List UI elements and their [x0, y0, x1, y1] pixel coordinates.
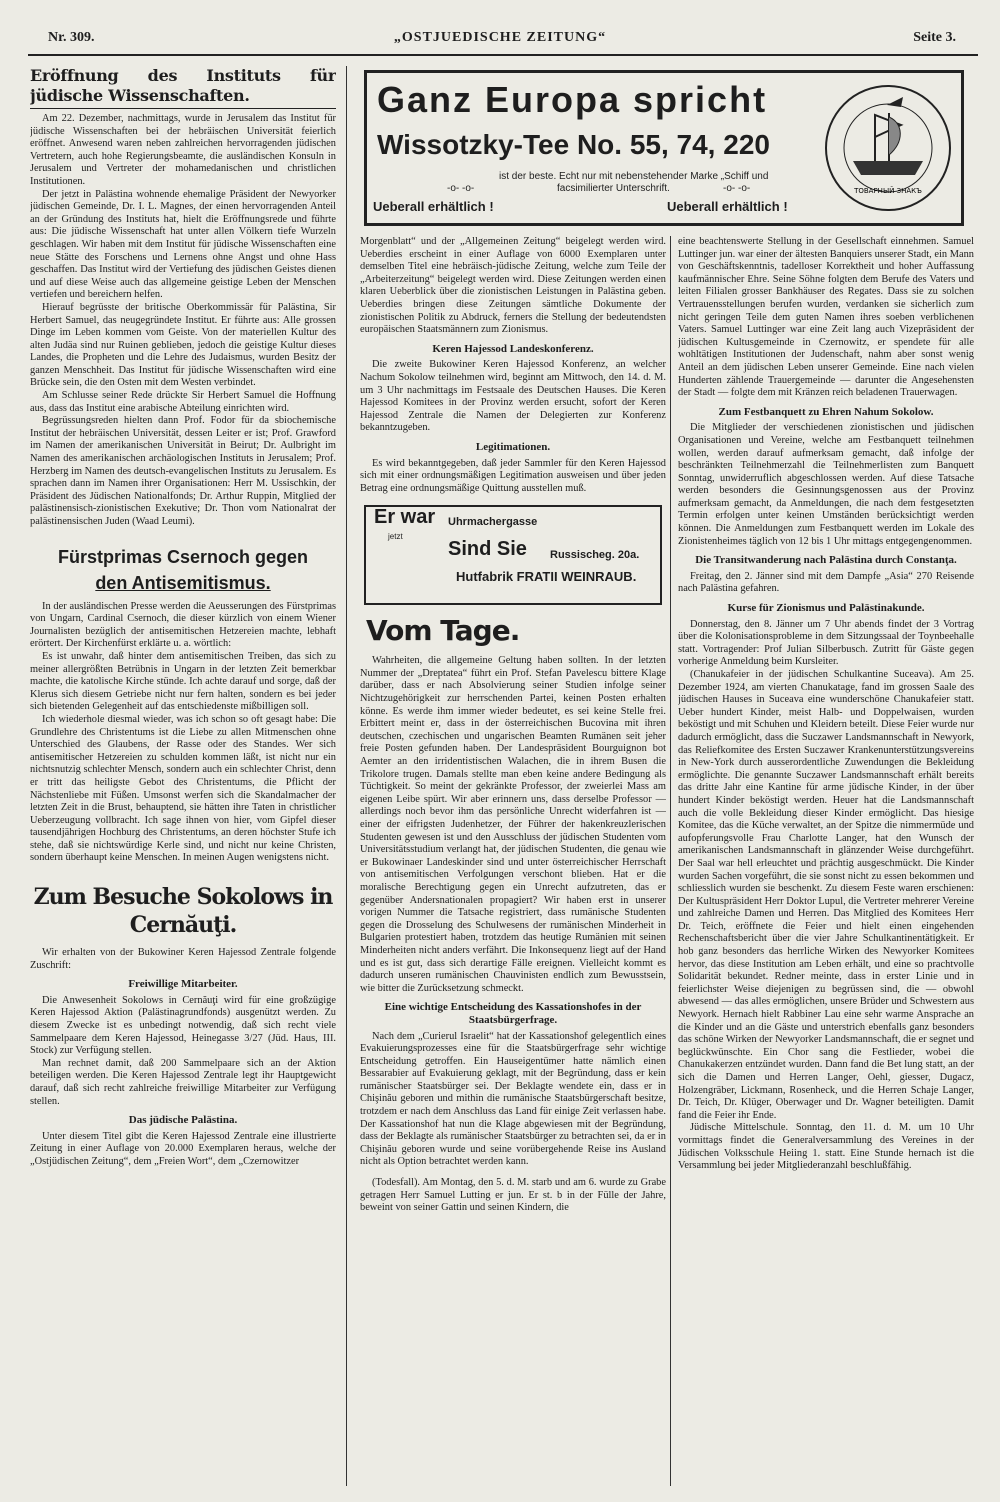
article-paragraph: Wahrheiten, die allgemeine Geltung haben sollten. In der letzten Nummer der „Dreptatea“ führt ein Prof. Stefan Pavelescu bittere Klage darüber, dass er nach Absolvierung seiner Studien infolge seiner Nichtzugehörigkeit zur herrschenden Partei, keinen Posten erhalten könne. Es werde ihm immer wieder bedeutet, es sei keine Stelle frei. Erbittert meint er, dass in der österreichischen Bucovina mit ihren deutschen, czechischen und ungarischen Beamten Rumänen seit jeher freie Posten gefunden haben. Der Landespräsident Bourguignon bot Aemter an den irridentistischen Walachen, die in ihrem Busen die Trikolore trugen. Damals stellte man eben keine andere Bedingung als Tüchtigkeit. So meint der gekränkte Professor, der zweierlei Mass am eigenen Leibe spürt. Wir aber erinnern uns, dass derselbe Professor — allerdings noch bevor ihm das persönliche Unrecht widerfahren ist — einer der eifrigsten Judenhetzer, der Führer der hakenkreuzlerischen Studenten gewesen ist und den Ausschluss der jüdischen Studenten vom Universitätsstudium verlangt hat, der jüdischen Studenten, die genau wie er Bukowinaer Landeskinder sind und unter österreichischer Herrschaft von antisemitischen Verfolgungen verschont blieben. Hat er die moralische Berechtigung gegen ein Unrecht aufzutreten, das er gegenüber Andersnationalen propagiert? Wir haben erst in unserer vorigen Nummer die Tatsache registriert, dass rumänische Studenten gegen die Drosselung des Schulwesens der rumänischen Minderheit in Bulgarien protestiert haben, trotzdem das heutige Rumänien mit seinen Minderheiten nicht anders verfährt. Die Inkonsequenz liegt auf der Hand und es ist gut, dass sich derartige Fälle ereignen. Vielleicht kommt es dadurch unseren rumänischen Chauvinisten endlich zum Bewusstsein, wie bitter die Zurücksetzung schmeckt. [360, 655, 666, 994]
institute-paragraph: Am 22. Dezember, nachmittags, wurde in Jerusalem das Institut für jüdische Wissenschaften bei der hebräischen Universität feierlich eröffnet. Anwesend waren neben zahlreichen hervorragenden jüdischen Vertretern, auch hohe Regierungsbeamte, die ausländischen Konsuln in Jerusalem und Vertreter der mohamedanischen und christlichen Institutionen. [30, 113, 336, 187]
institute-paragraph: Der jetzt in Palästina wohnende ehemalige Präsident der Newyorker jüdischen Gemeinde, Dr. I. L. Magnes, der einen hervorragenden Anteil an der Gründung des Instituts hat, hielt die Eröffnungsrede und führte aus: Die jüdische Wissenschaft hat unter allen Völkern tiefe Wurzeln geschlagen. Wir haben mit dem Institut für jüdische Wissenschaften eine neue Stätte des Forschens und Lernens ohne Angst und ohne Hass geschaffen. Das Institut wird der Vertiefung des jüdischen Geistes dienen und auf diese Weise auch das allgemeine geistige Leben der Menschen vertiefen und bereichern helfen. [30, 188, 336, 301]
ad-text: jetzt [388, 532, 403, 542]
legitimation-subheading: Legitimationen. [475, 440, 551, 453]
palestine-subheading: Das jüdische Palästina. [128, 1114, 238, 1127]
column-divider [346, 66, 347, 1486]
ship-trademark-icon [823, 83, 953, 213]
csernoch-headline-2: den Antisemitismus. [95, 572, 271, 593]
issue-number: Nr. 309. [48, 30, 95, 45]
ad-text: Er war [374, 506, 436, 529]
transit-subheading: Die Transitwanderung nach Palästina durch Constanţa. [695, 554, 957, 567]
article-paragraph: Donnerstag, den 8. Jänner um 7 Uhr abends findet der 3 Vortrag über die Kolonisationsprobleme in dem Sitzungssaal der Toynbeehalle statt. Vortragender: Prof Julian Silberbusch. Zutritt für Gäste gegen vorherige Anmeldung beim Kursleiter. [678, 618, 974, 668]
newspaper-name: „OSTJUEDISCHE ZEITUNG“ [393, 30, 607, 45]
ad-availability-right: Ueberall erhältlich ! [667, 199, 788, 214]
csernoch-headline-1: Fürstprimas Csernoch gegen [57, 546, 309, 567]
page-header [0, 24, 1000, 52]
article-paragraph: Nach dem „Curierul Israelit“ hat der Kassationshof gelegentlich eines Evakuierungsprozesses eine für die Staatsbürgerfrage sehr wichtige Entscheidung getroffen. Ein Hauseigentümer hatte nämlich einen Bessarabier auf Evakuierung geklagt, mit der Begründung, dass er kein rumänischer Staatsbürger sei. Der Beklagte wendete ein, dass er in Chişinău geboren und mithin die rumänische Staatsbürgerschaft besitze, trotzdem er nach dem Anschluss das Land für einige Zeit verlassen habe. Der Kassationshof hat nun die Klage abgewiesen mit der Begründung, dass der Beklagte als rumänischer Staatsbürger zu betrachten sei, da er in Chişinău geboren wurde und seine vorübergehende Reise ins Ausland nicht als Option betrachtet werden kann. [360, 1030, 666, 1168]
page-number: Seite 3. [913, 30, 956, 45]
sokolow-paragraph: Die Anwesenheit Sokolows in Cernăuţi wird für eine großzügige Keren Hajessod Aktion (Palästinagrundfonds) ausgenützt werden. Zu diesem Zwecke ist es unbedingt notwendig, daß sich recht viele Sammelpaare dem Keren Hajessod, Heinegasse 3/27 (Jüd. Haus, III. Stock) zur Verfügung stellen. [30, 994, 336, 1057]
header-rule [28, 54, 978, 56]
ad-text: Sind Sie [448, 538, 527, 561]
ad-text: Uhrmachergasse [448, 516, 538, 529]
courses-subheading: Kurse für Zionismus und Palästinakunde. [727, 602, 925, 615]
conference-subheading: Keren Hajessod Landeskonferenz. [432, 342, 594, 355]
csernoch-paragraph: Es ist unwahr, daß hinter dem antisemitischen Treiben, das sich zu meiner allergrößten Betrübnis in Ungarn in der letzten Zeit bemerkbar machte, die katolische Kirche stünde. Ich achte darauf und sorge, daß der Klerus sich diesem Getriebe nicht nur fern halten, sondern es bei jeder sich bietenden Gelegenheit auf das entschiedenste mißbilligen soll. [30, 650, 336, 713]
article-paragraph: eine beachtenswerte Stellung in der Gesellschaft einnehmen. Samuel Luttinger jun. war einer der ältesten Banquiers unserer Stadt, ein Mann von Geschäftskenntnis, tadelloser Korrektheit und hoher Auffassung kaufmännischer Ehre. Seine Söhne folgten dem Berufe des Vaters und leiten Filialen grosser Bankhäuser des Regates. Dass sie zu solchen Vertrauensstellungen berufen wurden, verdanken sie sicherlich zum nicht geringen Teile dem guten Namen ihres soeben verblichenen Vaters. Samuel Luttinger war eine Zeit lang auch Vizepräsident der jüdischen Kultusgemeinde in Czernowitz, er spendete für alle wohltätigen Institutionen der Judenschaft, nahm aber sonst wenig Anteil an dem jüdischen Leben unserer Gemeinde. Eine nach vielen Hunderten zählende Trauergemeinde — darunter die Angesehensten der Stadt — folgte dem mit Kränzen reich beladenen Trauerwagen. [678, 236, 974, 399]
vom-tage-headline: Vom Tage. [366, 614, 520, 648]
ad-ornament: -o- -o- [447, 183, 475, 194]
institute-paragraph: Begrüssungsreden hielten dann Prof. Fodor für da sbiochemische Institut der hebräischen Universität, dessen Leiter er ist; Prof. Grawford im Namen der amerikanischen Universität in Beirut; Dr. Aulbright im Namen des amerikanischen archäologischen Instituts in Jerusalem; Prof. Herzberg im Namen des deutsch-evangelischen Instituts zu Jerusalem. Es sprachen dann im Namen ihrer Organisationen: Herr M. Ussischkin, der Präsident des Jüdischen Nationalfonds; Dr. Arthur Ruppin, Mitglied der palästinensisch-zionistischen Exekutive; Dr. Thon vom Nationalrat der palästinensischen Juden (Waad Leumi). [30, 415, 336, 527]
seal-text: ТОВАРНЫЙ ЗНАКЪ [854, 187, 922, 195]
tea-advertisement [364, 70, 964, 226]
institute-paragraph: Am Schlusse seiner Rede drückte Sir Herbert Samuel die Hoffnung aus, dass das Institut eine arabische Abteilung einrichten wird. [30, 390, 336, 414]
sokolow-headline: Zum Besuche Sokolows in Cernăuţi. [33, 884, 333, 939]
article-paragraph: Es wird bekanntgegeben, daß jeder Sammler für den Keren Hajessod sich mit einer ordnungsmäßigen Legitimation ausweisen und über jeden Betrag eine ordnungsmäßige Quittung ausstellen muß. [360, 457, 666, 494]
article-paragraph: Morgenblatt“ und der „Allgemeinen Zeitung“ beigelegt werden wird. Ueberdies erscheint in einer Auflage von 6000 Exemplaren unter demselben Titel eine hebräisch-jüdische Zeitung, welche zum Teile der „Arbeiterzeitung“ beigelegt werden wird. Diese Zeitungen werden einen klaren Ueberblick über die zionistischen Leistungen in Palästina geben. Ueberdies bringen diese Zeitungen sämtliche Dokumente der zionistischen Politik zu Abdruck, ferners die Stellung der bedeutendsten europäischen Staatsmännern zum Zionismus. [360, 236, 666, 336]
column-1 [30, 66, 336, 1486]
ad-signature-note: facsimilierter Unterschrift. [557, 183, 670, 194]
article-paragraph: Jüdische Mittelschule. Sonntag, den 11. d. M. um 10 Uhr vormittags findet die Generalversammlung des Vereines in der Jüdischen Volksschule Heiing 1. statt. Eine Stunde hernach ist die Versammlung bei jeder Mitgliederanzahl beschlußfähig. [678, 1122, 974, 1172]
institute-paragraph: Hierauf begrüsste der britische Oberkommissär für Palästina, Sir Herbert Samuel, das neugegründete Institut. Er führte aus: Alle grossen Dinge im Leben kommen vom Geiste. Von der materiellen Kultur des alten Judäa sind nur Ruinen geblieben, jedoch die geistige Kultur dieses Landes, die Propheten und die Lehre des Judaismus, wurden Besitz der ganzen Menschheit. Das Institut für jüdische Wissenschaften wird eine Brücke sein, die den Osten mit dem Westen verbindet. [30, 301, 336, 389]
sokolow-paragraph: Wir erhalten von der Bukowiner Keren Hajessod Zentrale folgende Zuschrift: [30, 947, 336, 971]
column-3 [678, 236, 974, 1486]
cassation-subheading: Eine wichtige Entscheidung des Kassationshofes in der Staatsbürgerfrage. [384, 1001, 642, 1026]
ad-product-line: Wissotzky-Tee No. 55, 74, 220 [377, 129, 770, 160]
column-divider [670, 236, 671, 1486]
ad-availability-left: Ueberall erhältlich ! [373, 199, 494, 214]
ad-text: Russischeg. 20a. [550, 549, 640, 562]
article-paragraph: Die zweite Bukowiner Keren Hajessod Konferenz, an welcher Nachum Sokolow teilnehmen wird, beginnt am Mittwoch, den 14. d. M. um 3 Uhr nachmittags im Festsaale des Deutschen Hauses. Die Keren Hajessod Komitees in der Provinz werden ersucht, sofort der Keren Hajessod Zentrale die Namen der Delegierten zur Konferenz bekanntzugeben. [360, 359, 666, 434]
ad-ornament: -o- -o- [723, 183, 751, 194]
ad-claim: ist der beste. Echt nur mit nebenstehender Marke „Schiff und [499, 171, 769, 182]
csernoch-paragraph: In der ausländischen Presse werden die Aeusserungen des Fürstprimas von Ungarn, Cardinal Csernoch, die dieser kürzlich von einem Wiener Journalisten bezüglich der antisemitischen Hetzereien machte, lebhaft erörtert. Der Kirchenfürst erklärte u. a. wörtlich: [30, 600, 336, 650]
obituary-paragraph: (Todesfall). Am Montag, den 5. d. M. starb und am 6. wurde zu Grabe getragen Herr Samuel Lutting er jun. Er st. b in der Fülle der Jahre, beweint von seiner Gattin und seinen Kindern, die [360, 1177, 666, 1214]
ad-text: Hutfabrik FRATII WEINRAUB. [456, 569, 637, 585]
hat-factory-advertisement [364, 505, 662, 605]
sokolow-paragraph: Man rechnet damit, daß 200 Sammelpaare sich an der Aktion beteiligen werden. Die Keren Hajessod Zentrale legt ihr Hauptgewicht darauf, daß sich recht zahlreiche freiwillige Mitarbeiter zur Verfügung stellen. [30, 1057, 336, 1107]
sokolow-paragraph: Unter diesem Titel gibt die Keren Hajessod Zentrale eine illustrierte Zeitung in einer Auflage von 20.000 Exemplaren heraus, welche der „Ostjüdischen Zeitung“, dem „Freien Wort“, dem „Czernowitzer [30, 1130, 336, 1167]
ad-headline: Ganz Europa spricht [377, 79, 768, 120]
column-2 [360, 236, 666, 1486]
institute-headline: Eröffnung des Instituts für jüdische Wissenschaften. [30, 66, 336, 109]
banquet-subheading: Zum Festbanquett zu Ehren Nahum Sokolow. [718, 405, 934, 418]
volunteers-subheading: Freiwillige Mitarbeiter. [128, 978, 238, 991]
article-paragraph: (Chanukafeier in der jüdischen Schulkantine Suceava). Am 25. Dezember 1924, am vierten Chanukatage, fand im grossen Saale des jüdischen Hauses in Suceava eine wunderschöne Chanukafeier statt. Ueber hundert Kinder, meist Halb- und Doppelwaisen, wurden beköstigt und mit Schuhen und Kleidern beteilt. Diese Feier wurde nur dadurch ermöglicht, dass die Suczawer Landsmannschaft in Newyork, das Reliefkomitee des Ersten Suczawer Krankenunterstützungsvereins in New-York durch ausserordentliche Zuwendungen die Bekleidung ermöglichte. Die genannte Suczawer Landsmannschaft erhält bereits das dritte Jahr eine Kantine für arme jüdische Kinder, in der über hundert Kinder beköstigt werden. Heuer hat die Landsmannschaft auch die volle Bekleidung dieser Kinder ermöglicht. Das hiesige Komitee, das die Küche verwaltet, an der Spitze die nimmermüde und aufopferungsvolle Frau Charlotte Langer, hat den Wunsch der amerikanischen Landsmannschaft in glänzender Weise durchgeführt. Der Saal war hell erleuchtet und prächtig ausgeschmückt. Die Kinder wurden Sachen vorgeführt, die sie sonst nicht zu essen bekommen und schliesslich wurden sie beschenkt. Zu diesem Feste waren erschienen: Der Kultuspräsident Herr Doktor Lupul, die Vertreter mehrerer Vereine und zahlreiche Damen und Herren. Das Mitglied des Komitees Herr Dr. Teich, eröffnete die Feier und hielt einen eingehenden Rechenschaftsbericht über die vier Jahre Schulkantinentätigkeit. Er hob ganz besonders das herrliche Wirken des Newyorker Komitees hervor, das diese Institution am Leben erhält, und eine so prachtvolle Solidarität bekundet. Redner meinte, dass in erster Linie und in feierlichster Weise diejenigen zu begrüssen sind, die — obwohl abwesend — das alles ermöglichen, unsere Brüder und Schwestern aus Newyork. Hernach hielt Rabbiner Lau eine sehr warme Ansprache an die Kinder und an die Gäste und unterstrich ebenfalls ganz besonders das schöne Wirken der Newyorker Landsmannschaft, die er segnet und beglückwünschte. Ein Chor sang die Festlieder, wobei die Chanukakerzen entzündet wurden. Dann fand die Bet lung statt, an der sich die Damen und Herren Langer, Oehl, giesser, Dugacz, Holzengräber, Lickmann, Rosenheck, und die Herren Schaje Langer, Dr. Teich, Dr. Klüger, Oberwager und Dr. Wagner beteiligten. Damit fand die Feier ihr Ende. [678, 669, 974, 1121]
article-paragraph: Die Mitglieder der verschiedenen zionistischen und jüdischen Organisationen und Vereine, welche am Festbanquett teilnehmen wollen, werden darauf aufmerksam gemacht, daß infolge der beschränkten Teilnehmerzahl die Teilnehmerlisten zum Banquett Sonntag, unwiderruflich abgeschlossen werden. Auf diese Tatsache werden besonders die Gesinnungsgenossen aus der Provinz aufmerksam gemacht, da Anmeldungen, die nach dem festgesetzten Termin erfolgen unter keinen Umständen berücksichtigt werden können. Die Anmeldungen zum Festbanquett werden im Lokale des Zionistenheimes täglich von 12 bis 1 Uhr mittags entgegengenommen. [678, 422, 974, 547]
csernoch-paragraph: Ich wiederhole diesmal wieder, was ich schon so oft gesagt habe: Die Grundlehre des Christentums ist die Liebe zu allen Mitmenschen ohne Unterschied des Glaubens, der Rasse oder des Standes. Wer sich antisemitischer Hetzereien zu schulden kommen läßt, ist nicht nur ein nichtsnutzig schlechter Mensch, sondern auch ein schlechter Christ, denn er tritt das heiligste Gebot des Christentums, die Pflicht der Nächstenliebe mit Füßen. Umsonst werfen sich die Skandalmacher der letzten Zeit in die Brust, behauptend, sie hätten ihre Taten in christlicher Ueberzeugung vollbracht. Ich sage ihnen von hier, vom Gipfel dieser tausendjährigen Hochburg des Christentums, an deren höchster Stufe ich stehe, daß sie nichtswürdige Kerle sind, und nicht nur keine Christen, sondern überhaupt keine Menschen. In meinen Augen wenigstens nicht. [30, 713, 336, 864]
article-paragraph: Freitag, den 2. Jänner sind mit dem Dampfe „Asia“ 270 Reisende nach Palästina gefahren. [678, 570, 974, 595]
